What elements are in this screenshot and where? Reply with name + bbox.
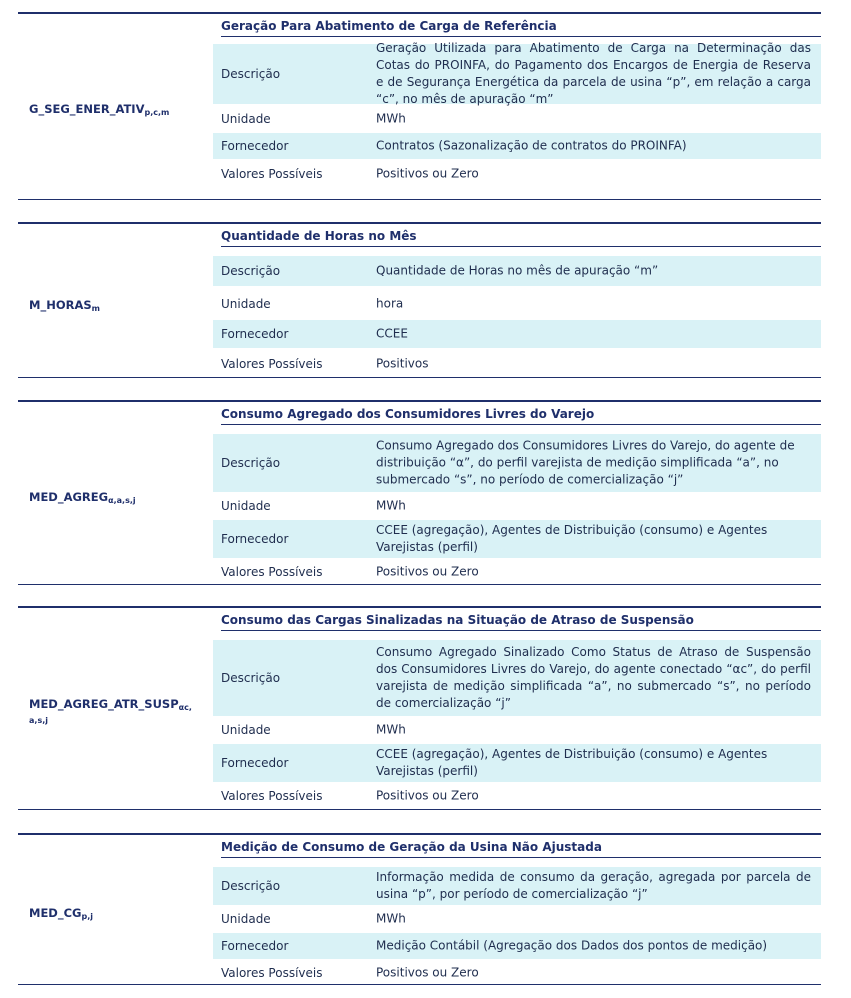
variable-title: Geração Para Abatimento de Carga de Referência xyxy=(221,14,821,37)
row-value: Positivos xyxy=(376,356,429,371)
row-value: MWh xyxy=(376,911,406,926)
row-value: Geração Utilizada para Abatimento de Carga na Determinação das Cotas do PROINFA, do Pagamento dos Encargos de Energia de Reserva e de Segurança Energética da parcela de usina “p”, em relação a carga “c”, no mês de apuração “m” xyxy=(376,41,811,106)
row-value: Positivos ou Zero xyxy=(376,564,479,579)
row-fornecedor xyxy=(213,320,821,348)
row-unidade xyxy=(213,494,821,518)
row-valores xyxy=(213,961,821,985)
row-value: MWh xyxy=(376,498,406,513)
row-valores xyxy=(213,161,821,187)
row-descricao xyxy=(213,640,821,716)
row-value: CCEE (agregação), Agentes de Distribuição (consumo) e Agentes Varejistas (perfil) xyxy=(376,747,768,778)
row-value: Positivos ou Zero xyxy=(376,788,479,803)
row-valores xyxy=(213,350,821,378)
row-value: CCEE xyxy=(376,326,408,341)
row-label: Fornecedor xyxy=(221,139,289,153)
row-value: Quantidade de Horas no mês de apuração “m” xyxy=(376,263,659,278)
row-label: Descrição xyxy=(221,67,281,81)
row-label: Fornecedor xyxy=(221,532,289,546)
row-value: MWh xyxy=(376,111,406,125)
row-label: Unidade xyxy=(221,723,271,737)
row-value: hora xyxy=(376,296,404,311)
row-value: Contratos (Sazonalização de contratos do PROINFA) xyxy=(376,138,687,153)
variable-block-med-agreg xyxy=(18,400,821,585)
variable-name: $G\_SEG\_ENER\_ATIV_{p,c,m}$ xyxy=(29,102,170,117)
row-label: Descrição xyxy=(221,264,281,278)
variable-name: $MED\_CG_{p,j}$ xyxy=(29,906,93,921)
row-label: Fornecedor xyxy=(221,327,289,341)
row-label: Valores Possíveis xyxy=(221,966,323,980)
variable-name: $M\_HORAS_m$ xyxy=(29,298,100,313)
row-label: Unidade xyxy=(221,499,271,513)
row-unidade xyxy=(213,106,821,131)
row-unidade xyxy=(213,718,821,742)
row-descricao xyxy=(213,256,821,286)
row-label: Valores Possíveis xyxy=(221,167,323,181)
row-descricao xyxy=(213,867,821,905)
row-fornecedor xyxy=(213,133,821,159)
row-value: Consumo Agregado Sinalizado Como Status de Atraso de Suspensão dos Consumidores Livres do Varejo, do agente conectado “αc”, do perfil varejista de medição simplificada “a”, no submercado “s”, no período de comercialização “j” xyxy=(376,645,811,710)
variable-name: $MED\_AGREG\_ATR\_SUSP_{\alpha c,}$ xyxy=(29,697,192,712)
row-label: Valores Possíveis xyxy=(221,789,323,803)
row-fornecedor xyxy=(213,744,821,782)
row-unidade xyxy=(213,290,821,318)
row-label: Valores Possíveis xyxy=(221,565,323,579)
row-label: Descrição xyxy=(221,879,281,893)
row-value: Positivos ou Zero xyxy=(376,166,479,181)
row-descricao xyxy=(213,41,821,106)
row-fornecedor xyxy=(213,933,821,959)
row-value: Positivos ou Zero xyxy=(376,965,479,980)
row-label: Unidade xyxy=(221,912,271,926)
row-label: Descrição xyxy=(221,671,281,685)
row-value: Informação medida de consumo da geração, agregada por parcela de usina “p”, por período de comercialização “j” xyxy=(376,870,811,901)
variable-block-med-cg xyxy=(18,833,821,985)
variable-title: Medição de Consumo de Geração da Usina Não Ajustada xyxy=(221,835,821,858)
variable-title: Consumo das Cargas Sinalizadas na Situação de Atraso de Suspensão xyxy=(221,608,821,631)
row-label: Valores Possíveis xyxy=(221,357,323,371)
row-value: Medição Contábil (Agregação dos Dados dos pontos de medição) xyxy=(376,938,768,953)
row-fornecedor xyxy=(213,520,821,558)
variable-block-g-seg-ener-ativ xyxy=(18,12,821,200)
variable-block-med-agreg-atr-susp xyxy=(18,606,821,810)
row-value: Consumo Agregado dos Consumidores Livres do Varejo, do agente de distribuição “α”, do perfil varejista de medição simplificada “a”, no submercado “s”, no período de comercialização “j” xyxy=(376,438,795,487)
row-valores xyxy=(213,784,821,808)
row-valores xyxy=(213,560,821,584)
variable-title: Quantidade de Horas no Mês xyxy=(221,224,821,247)
row-label: Fornecedor xyxy=(221,756,289,770)
variable-block-m-horas xyxy=(18,222,821,378)
variable-title: Consumo Agregado dos Consumidores Livres do Varejo xyxy=(221,402,821,425)
row-label: Fornecedor xyxy=(221,939,289,953)
variable-name: $MED\_AGREG_{\alpha,a,s,j}$ xyxy=(29,490,136,505)
row-label: Unidade xyxy=(221,111,271,126)
row-label: Descrição xyxy=(221,456,281,470)
row-descricao xyxy=(213,434,821,492)
row-value: CCEE (agregação), Agentes de Distribuição (consumo) e Agentes Varejistas (perfil) xyxy=(376,523,768,554)
row-unidade xyxy=(213,907,821,931)
variable-subscript-continuation: a,s,j xyxy=(29,716,48,725)
row-label: Unidade xyxy=(221,297,271,311)
row-value: MWh xyxy=(376,722,406,737)
